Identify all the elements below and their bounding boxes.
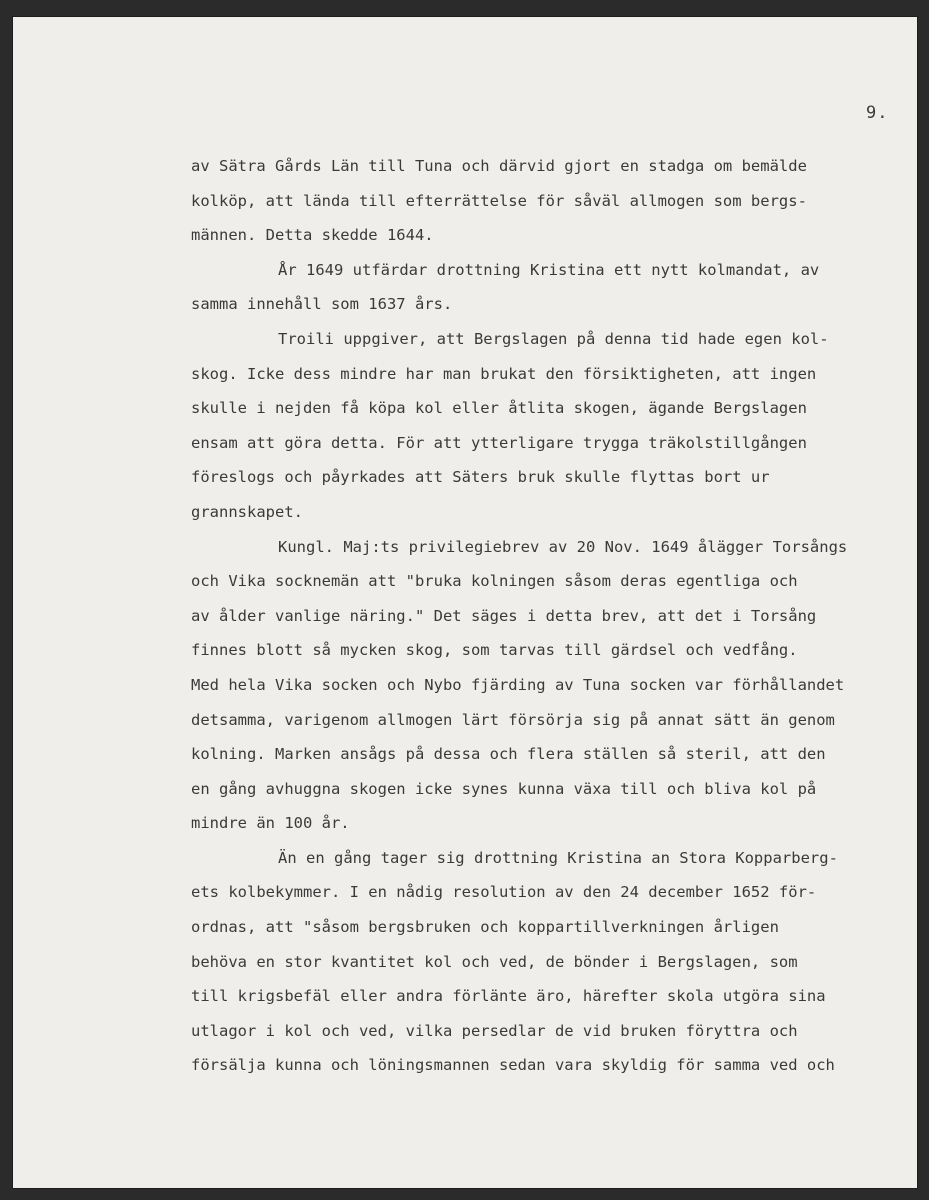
text-line: ensam att göra detta. För att ytterligare trygga träkolstillgången — [191, 433, 807, 452]
text-line: en gång avhuggna skogen icke synes kunna växa till och bliva kol på — [191, 779, 817, 798]
text-line: Än en gång tager sig drottning Kristina an Stora Kopparberg- — [278, 848, 838, 867]
typewritten-body — [191, 149, 911, 1083]
text-line: Troili uppgiver, att Bergslagen på denna tid hade egen kol- — [278, 329, 829, 348]
text-line: kolköp, att lända till efterrättelse för såväl allmogen som bergs- — [191, 191, 807, 210]
text-line: ordnas, att "såsom bergsbruken och koppartillverkningen årligen — [191, 918, 779, 937]
text-line: försälja kunna och löningsmannen sedan vara skyldig för samma ved och — [191, 1056, 835, 1075]
text-line: grannskapet. — [191, 502, 303, 521]
text-line: Kungl. Maj:ts privilegiebrev av 20 Nov. 1649 ålägger Torsångs — [278, 537, 848, 556]
text-line: av ålder vanlige näring." Det säges i detta brev, att det i Torsång — [191, 606, 817, 625]
page-number: 9. — [866, 103, 889, 123]
text-line: männen. Detta skedde 1644. — [191, 226, 434, 245]
text-line: föreslogs och påyrkades att Säters bruk skulle flyttas bort ur — [191, 468, 770, 487]
text-line: finnes blott så mycken skog, som tarvas till gärdsel och vedfång. — [191, 641, 798, 660]
text-line: utlagor i kol och ved, vilka persedlar de vid bruken föryttra och — [191, 1021, 798, 1040]
text-line: av Sätra Gårds Län till Tuna och därvid gjort en stadga om bemälde — [191, 157, 807, 175]
text-line: och Vika socknemän att "bruka kolningen såsom deras egentliga och — [191, 572, 798, 591]
text-line: till krigsbefäl eller andra förlänte äro, härefter skola utgöra sina — [191, 987, 826, 1006]
text-line: Med hela Vika socken och Nybo fjärding av Tuna socken var förhållandet — [191, 675, 845, 694]
text-line: detsamma, varigenom allmogen lärt försörja sig på annat sätt än genom — [191, 710, 835, 729]
text-line: kolning. Marken ansågs på dessa och flera ställen så steril, att den — [191, 745, 826, 764]
text-line: skog. Icke dess mindre har man brukat den försiktigheten, att ingen — [191, 364, 817, 383]
text-line: mindre än 100 år. — [191, 814, 350, 833]
text-line: År 1649 utfärdar drottning Kristina ett nytt kolmandat, av — [278, 260, 820, 279]
text-line: skulle i nejden få köpa kol eller åtlita skogen, ägande Bergslagen — [191, 399, 807, 418]
document-page — [13, 17, 917, 1188]
text-line: ets kolbekymmer. I en nådig resolution av den 24 december 1652 för- — [191, 883, 817, 902]
text-line: samma innehåll som 1637 års. — [191, 295, 453, 314]
text-line: behöva en stor kvantitet kol och ved, de bönder i Bergslagen, som — [191, 952, 798, 971]
